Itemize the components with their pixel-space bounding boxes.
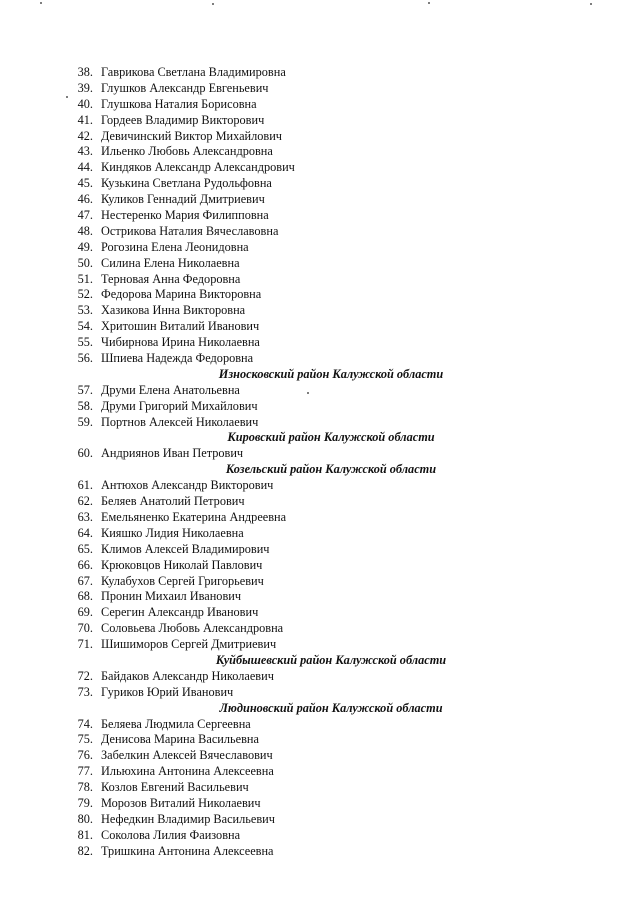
person-name: Шпиева Надежда Федоровна <box>101 351 254 366</box>
item-number: 66. <box>77 557 93 572</box>
item-number: 81. <box>77 827 93 842</box>
list-item <box>0 240 640 256</box>
person-name: Острикова Наталия Вячеславовна <box>101 223 279 238</box>
district-heading: Кировский район Калужской области <box>227 430 435 445</box>
person-name: Нестеренко Мария Филипповна <box>101 208 269 223</box>
item-number: 64. <box>77 525 93 540</box>
list-item <box>0 383 640 399</box>
person-name: Забелкин Алексей Вячеславович <box>101 748 273 763</box>
item-number: 57. <box>77 382 93 397</box>
person-name: Портнов Алексей Николаевич <box>101 414 259 429</box>
list-item <box>0 224 640 240</box>
person-name: Денисова Марина Васильевна <box>101 732 259 747</box>
list-item <box>0 272 640 288</box>
list-item <box>0 494 640 510</box>
name-list <box>0 65 640 860</box>
person-name: Серегин Александр Иванович <box>101 605 259 620</box>
item-number: 77. <box>77 764 93 779</box>
district-heading: Козельский район Калужской области <box>225 462 437 477</box>
item-number: 68. <box>77 589 93 604</box>
item-number: 65. <box>77 541 93 556</box>
list-item <box>0 669 640 685</box>
item-number: 69. <box>77 605 93 620</box>
scan-speck <box>212 3 214 5</box>
district-heading: Куйбышевский район Калужской области <box>215 652 447 667</box>
person-name: Кияшко Лидия Николаевна <box>101 525 244 540</box>
list-item <box>0 796 640 812</box>
item-number: 56. <box>77 351 93 366</box>
list-item <box>0 637 640 653</box>
person-name: Друми Григорий Михайлович <box>101 398 258 413</box>
person-name: Гордеев Владимир Викторович <box>101 112 265 127</box>
list-item <box>0 144 640 160</box>
list-item <box>0 287 640 303</box>
list-item <box>0 510 640 526</box>
item-number: 60. <box>77 446 93 461</box>
list-item <box>0 558 640 574</box>
person-name: Соловьева Любовь Александровна <box>101 621 284 636</box>
item-number: 55. <box>77 335 93 350</box>
list-item <box>0 574 640 590</box>
person-name: Байдаков Александр Николаевич <box>101 668 274 683</box>
item-number: 79. <box>77 795 93 810</box>
list-item <box>0 399 640 415</box>
item-number: 50. <box>77 255 93 270</box>
person-name: Федорова Марина Викторовна <box>101 287 262 302</box>
item-number: 70. <box>77 621 93 636</box>
item-number: 78. <box>77 780 93 795</box>
person-name: Тришкина Антонина Алексеевна <box>101 843 274 858</box>
person-name: Кузькина Светлана Рудольфовна <box>101 176 272 191</box>
person-name: Соколова Лилия Фаизовна <box>101 827 241 842</box>
item-number: 73. <box>77 684 93 699</box>
list-item <box>0 717 640 733</box>
district-heading: Износковский район Калужской области <box>218 366 444 381</box>
item-number: 46. <box>77 192 93 207</box>
person-name: Нефедкин Владимир Васильевич <box>101 811 275 826</box>
person-name: Беляева Людмила Сергеевна <box>101 716 251 731</box>
list-item <box>0 113 640 129</box>
list-item <box>0 732 640 748</box>
list-item <box>0 748 640 764</box>
list-item <box>0 828 640 844</box>
list-item <box>0 192 640 208</box>
item-number: 52. <box>77 287 93 302</box>
list-item <box>0 176 640 192</box>
list-item <box>0 589 640 605</box>
item-number: 82. <box>77 843 93 858</box>
list-item <box>0 526 640 542</box>
item-number: 71. <box>77 637 93 652</box>
scan-speck <box>40 2 42 4</box>
person-name: Ильюхина Антонина Алексеевна <box>101 764 274 779</box>
person-name: Глушков Александр Евгеньевич <box>101 80 269 95</box>
item-number: 42. <box>77 128 93 143</box>
person-name: Андриянов Иван Петрович <box>101 446 244 461</box>
person-name: Беляев Анатолий Петрович <box>101 494 245 509</box>
list-item <box>0 844 640 860</box>
person-name: Друми Елена Анатольевна <box>101 382 240 397</box>
person-name: Терновая Анна Федоровна <box>101 271 241 286</box>
person-name: Морозов Виталий Николаевич <box>101 795 261 810</box>
person-name: Куликов Геннадий Дмитриевич <box>101 192 265 207</box>
list-item <box>0 605 640 621</box>
list-item <box>0 780 640 796</box>
person-name: Хритошин Виталий Иванович <box>101 319 260 334</box>
item-number: 62. <box>77 494 93 509</box>
item-number: 59. <box>77 414 93 429</box>
person-name: Антюхов Александр Викторович <box>101 478 274 493</box>
item-number: 74. <box>77 716 93 731</box>
person-name: Козлов Евгений Васильевич <box>101 780 249 795</box>
list-item <box>0 129 640 145</box>
list-item <box>0 256 640 272</box>
list-item <box>0 446 640 462</box>
list-item <box>0 65 640 81</box>
district-heading: Людиновский район Калужской области <box>219 700 443 715</box>
list-item <box>0 478 640 494</box>
person-name: Гуриков Юрий Иванович <box>101 684 234 699</box>
item-number: 67. <box>77 573 93 588</box>
item-number: 49. <box>77 239 93 254</box>
item-number: 58. <box>77 398 93 413</box>
list-item <box>0 319 640 335</box>
list-item <box>0 160 640 176</box>
item-number: 80. <box>77 811 93 826</box>
list-item <box>0 303 640 319</box>
list-item <box>0 208 640 224</box>
item-number: 54. <box>77 319 93 334</box>
list-item <box>0 542 640 558</box>
item-number: 53. <box>77 303 93 318</box>
person-name: Кулабухов Сергей Григорьевич <box>101 573 264 588</box>
item-number: 75. <box>77 732 93 747</box>
item-number: 39. <box>77 80 93 95</box>
person-name: Киндяков Александр Александрович <box>101 160 295 175</box>
person-name: Чибирнова Ирина Николаевна <box>101 335 260 350</box>
person-name: Силина Елена Николаевна <box>101 255 240 270</box>
item-number: 72. <box>77 668 93 683</box>
list-item <box>0 351 640 367</box>
item-number: 40. <box>77 96 93 111</box>
list-item <box>0 685 640 701</box>
item-number: 41. <box>77 112 93 127</box>
person-name: Крюковцов Николай Павлович <box>101 557 263 572</box>
item-number: 38. <box>77 65 93 79</box>
person-name: Глушкова Наталия Борисовна <box>101 96 257 111</box>
item-number: 43. <box>77 144 93 159</box>
person-name: Девичинский Виктор Михайлович <box>101 128 282 143</box>
list-item <box>0 415 640 431</box>
list-item <box>0 621 640 637</box>
person-name: Пронин Михаил Иванович <box>101 589 242 604</box>
person-name: Рогозина Елена Леонидовна <box>101 239 249 254</box>
item-number: 76. <box>77 748 93 763</box>
person-name: Емельяненко Екатерина Андреевна <box>101 509 287 524</box>
item-number: 51. <box>77 271 93 286</box>
item-number: 48. <box>77 223 93 238</box>
item-number: 63. <box>77 509 93 524</box>
list-item <box>0 81 640 97</box>
item-number: 44. <box>77 160 93 175</box>
item-number: 47. <box>77 208 93 223</box>
person-name: Шишиморов Сергей Дмитриевич <box>101 637 277 652</box>
person-name: Гаврикова Светлана Владимировна <box>101 65 286 79</box>
item-number: 45. <box>77 176 93 191</box>
person-name: Климов Алексей Владимирович <box>101 541 270 556</box>
list-item <box>0 335 640 351</box>
list-item <box>0 97 640 113</box>
list-item <box>0 812 640 828</box>
person-name: Ильенко Любовь Александровна <box>101 144 273 159</box>
scan-speck <box>590 3 592 5</box>
person-name: Хазикова Инна Викторовна <box>101 303 246 318</box>
scan-speck <box>428 2 430 4</box>
list-item <box>0 764 640 780</box>
item-number: 61. <box>77 478 93 493</box>
